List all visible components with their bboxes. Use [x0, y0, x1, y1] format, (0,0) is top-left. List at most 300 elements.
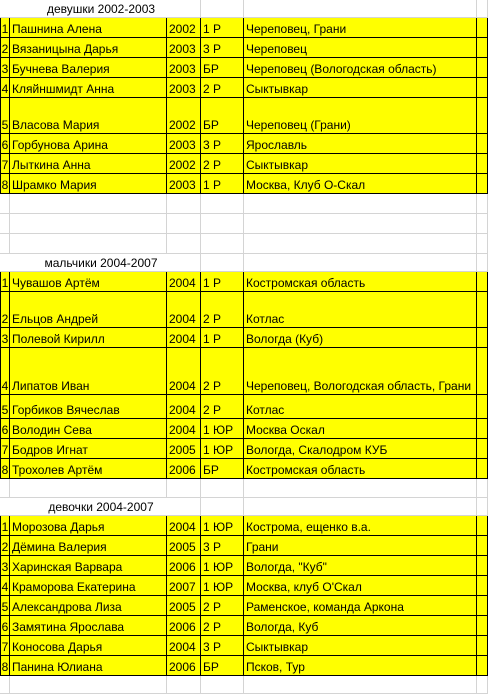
- club[interactable]: [244, 292, 477, 328]
- birth-year[interactable]: [167, 328, 201, 348]
- birth-year[interactable]: [167, 154, 201, 174]
- empty-row: [0, 214, 488, 234]
- rank-text: 3 Р: [203, 640, 222, 654]
- athlete-name-text: Вязаницына Дарья: [12, 42, 119, 56]
- club[interactable]: [244, 18, 477, 38]
- birth-year[interactable]: [167, 395, 201, 419]
- club[interactable]: [244, 328, 477, 348]
- athlete-name[interactable]: [10, 174, 167, 194]
- table-row: [0, 348, 488, 395]
- row-number-text: 7: [1, 640, 9, 654]
- athlete-name[interactable]: [10, 439, 167, 459]
- row-number[interactable]: [0, 636, 10, 656]
- row-number[interactable]: [0, 78, 10, 98]
- row-number[interactable]: [0, 98, 10, 134]
- empty-cell[interactable]: [477, 214, 488, 234]
- empty-cell[interactable]: [477, 154, 488, 174]
- club[interactable]: [244, 439, 477, 459]
- row-number-text: 3: [1, 332, 9, 346]
- row-number[interactable]: [0, 272, 10, 292]
- section-title-row: [0, 0, 488, 18]
- section-title-row: [0, 254, 488, 272]
- empty-cell[interactable]: [0, 214, 10, 234]
- birth-year-text: 2006: [169, 463, 196, 477]
- empty-cell[interactable]: [477, 134, 488, 154]
- rank[interactable]: [201, 636, 244, 656]
- club-text: Вологда (Куб): [246, 332, 324, 346]
- row-number[interactable]: [0, 38, 10, 58]
- club[interactable]: [244, 576, 477, 596]
- rank[interactable]: [201, 272, 244, 292]
- empty-cell[interactable]: [244, 0, 477, 18]
- empty-cell[interactable]: [201, 0, 244, 18]
- empty-cell[interactable]: [477, 58, 488, 78]
- empty-cell[interactable]: [477, 676, 488, 694]
- athlete-name[interactable]: [10, 596, 167, 616]
- birth-year-text: 2003: [169, 82, 196, 96]
- empty-cell[interactable]: [244, 479, 477, 498]
- empty-cell[interactable]: [244, 676, 477, 694]
- row-number[interactable]: [0, 656, 10, 676]
- row-number-text: 1: [1, 520, 9, 534]
- club[interactable]: [244, 58, 477, 78]
- rank-text: 1 ЮР: [203, 520, 234, 534]
- athlete-name[interactable]: [10, 556, 167, 576]
- rank-text: 1 ЮР: [203, 580, 234, 594]
- empty-cell[interactable]: [477, 576, 488, 596]
- row-number-text: 1: [1, 22, 9, 36]
- row-number[interactable]: [0, 576, 10, 596]
- rank[interactable]: [201, 656, 244, 676]
- row-number-text: 8: [1, 463, 9, 477]
- row-number-text: 4: [1, 580, 9, 594]
- rank[interactable]: [201, 596, 244, 616]
- empty-cell[interactable]: [201, 234, 244, 254]
- rank[interactable]: [201, 58, 244, 78]
- row-number[interactable]: [0, 459, 10, 479]
- birth-year-text: 2004: [169, 423, 196, 437]
- club-text: Костромская область: [246, 463, 366, 477]
- empty-cell[interactable]: [10, 234, 167, 254]
- birth-year[interactable]: [167, 419, 201, 439]
- empty-cell[interactable]: [477, 556, 488, 576]
- empty-cell[interactable]: [10, 676, 167, 694]
- row-number-text: 3: [1, 560, 9, 574]
- athlete-name[interactable]: [10, 134, 167, 154]
- table-row: [0, 419, 488, 439]
- club[interactable]: [244, 596, 477, 616]
- birth-year[interactable]: [167, 18, 201, 38]
- birth-year[interactable]: [167, 272, 201, 292]
- club[interactable]: [244, 38, 477, 58]
- rank[interactable]: [201, 328, 244, 348]
- birth-year[interactable]: [167, 38, 201, 58]
- empty-cell[interactable]: [477, 194, 488, 214]
- row-number[interactable]: [0, 18, 10, 38]
- empty-cell[interactable]: [477, 395, 488, 419]
- rank-text: 1 Р: [203, 178, 222, 192]
- birth-year-text: 2006: [169, 660, 196, 674]
- row-number[interactable]: [0, 596, 10, 616]
- empty-cell[interactable]: [477, 516, 488, 536]
- section-title[interactable]: [0, 254, 201, 272]
- birth-year-text: 2005: [169, 600, 196, 614]
- rank-text: 2 Р: [203, 403, 222, 417]
- rank[interactable]: [201, 439, 244, 459]
- athlete-name-text: Володин Сева: [12, 423, 92, 437]
- club-text: Москва, Клуб О-Скал: [246, 178, 366, 192]
- empty-cell[interactable]: [477, 459, 488, 479]
- empty-cell[interactable]: [244, 214, 477, 234]
- empty-cell[interactable]: [244, 498, 477, 516]
- row-number[interactable]: [0, 58, 10, 78]
- athlete-name-text: Бучнева Валерия: [12, 62, 110, 76]
- empty-cell[interactable]: [10, 194, 167, 214]
- birth-year[interactable]: [167, 536, 201, 556]
- athlete-name[interactable]: [10, 78, 167, 98]
- rank[interactable]: [201, 576, 244, 596]
- empty-cell[interactable]: [477, 636, 488, 656]
- rank[interactable]: [201, 134, 244, 154]
- athlete-name-text: Бодров Игнат: [12, 443, 88, 457]
- rank[interactable]: [201, 536, 244, 556]
- section-title-row: [0, 498, 488, 516]
- row-number-text: 2: [1, 540, 9, 554]
- athlete-name-text: Липатов Иван: [12, 379, 90, 393]
- athlete-name-text: Дёмина Валерия: [12, 540, 107, 554]
- empty-cell[interactable]: [477, 616, 488, 636]
- table-row: [0, 58, 488, 78]
- row-number[interactable]: [0, 439, 10, 459]
- club[interactable]: [244, 174, 477, 194]
- empty-cell[interactable]: [477, 38, 488, 58]
- row-number[interactable]: [0, 292, 10, 328]
- rank[interactable]: [201, 348, 244, 395]
- club[interactable]: [244, 516, 477, 536]
- club[interactable]: [244, 636, 477, 656]
- empty-cell[interactable]: [201, 214, 244, 234]
- row-number-text: 1: [1, 276, 9, 290]
- row-number-text: 8: [1, 178, 9, 192]
- empty-cell[interactable]: [0, 676, 10, 694]
- athlete-name-text: Шрамко Мария: [12, 178, 97, 192]
- club-text: Череповец (Грани): [246, 118, 351, 132]
- club[interactable]: [244, 348, 477, 395]
- row-number[interactable]: [0, 556, 10, 576]
- birth-year-text: 2002: [169, 158, 196, 172]
- athlete-name[interactable]: [10, 656, 167, 676]
- birth-year-text: 2006: [169, 620, 196, 634]
- athlete-name-text: Горбиков Вячеслав: [12, 403, 120, 417]
- club[interactable]: [244, 656, 477, 676]
- club[interactable]: [244, 272, 477, 292]
- athlete-name[interactable]: [10, 154, 167, 174]
- row-number-text: 4: [1, 82, 9, 96]
- empty-cell[interactable]: [167, 194, 201, 214]
- rank-text: 2 Р: [203, 379, 222, 393]
- rank[interactable]: [201, 556, 244, 576]
- empty-cell[interactable]: [201, 676, 244, 694]
- empty-cell[interactable]: [477, 328, 488, 348]
- birth-year-text: 2003: [169, 42, 196, 56]
- birth-year[interactable]: [167, 656, 201, 676]
- table-row: [0, 18, 488, 38]
- club-text: Раменское, команда Аркона: [246, 600, 404, 614]
- club[interactable]: [244, 536, 477, 556]
- birth-year[interactable]: [167, 636, 201, 656]
- empty-row: [0, 676, 488, 694]
- athlete-name[interactable]: [10, 38, 167, 58]
- birth-year[interactable]: [167, 292, 201, 328]
- empty-cell[interactable]: [0, 194, 10, 214]
- table-row: [0, 596, 488, 616]
- table-row: [0, 78, 488, 98]
- empty-cell[interactable]: [244, 234, 477, 254]
- table-row: [0, 174, 488, 194]
- athlete-name-text: Коносова Дарья: [12, 640, 103, 654]
- rank-text: 1 ЮР: [203, 560, 234, 574]
- birth-year-text: 2005: [169, 443, 196, 457]
- birth-year[interactable]: [167, 576, 201, 596]
- empty-cell[interactable]: [477, 536, 488, 556]
- empty-cell[interactable]: [477, 0, 488, 18]
- club-text: Сыктывкар: [246, 82, 309, 96]
- section-title-text: мальчики 2004-2007: [44, 256, 158, 270]
- athlete-name[interactable]: [10, 328, 167, 348]
- row-number[interactable]: [0, 616, 10, 636]
- row-number[interactable]: [0, 174, 10, 194]
- athlete-name-text: Кляйншмидт Анна: [12, 82, 115, 96]
- empty-cell[interactable]: [244, 254, 477, 272]
- row-number[interactable]: [0, 536, 10, 556]
- row-number-text: 7: [1, 158, 9, 172]
- birth-year-text: 2003: [169, 178, 196, 192]
- empty-cell[interactable]: [167, 676, 201, 694]
- athlete-name[interactable]: [10, 272, 167, 292]
- club[interactable]: [244, 616, 477, 636]
- rank[interactable]: [201, 292, 244, 328]
- table-row: [0, 616, 488, 636]
- rank-text: БР: [203, 463, 219, 477]
- birth-year-text: 2004: [169, 640, 196, 654]
- birth-year-text: 2006: [169, 560, 196, 574]
- athlete-name-text: Пашнина Алена: [12, 22, 102, 36]
- empty-cell[interactable]: [0, 479, 10, 498]
- empty-cell[interactable]: [167, 479, 201, 498]
- row-number-text: 2: [1, 42, 9, 56]
- club[interactable]: [244, 134, 477, 154]
- rank-text: 2 Р: [203, 600, 222, 614]
- empty-cell[interactable]: [477, 18, 488, 38]
- empty-cell[interactable]: [201, 479, 244, 498]
- athlete-name[interactable]: [10, 98, 167, 134]
- athlete-name-text: Ельцов Андрей: [12, 312, 99, 326]
- athlete-name-text: Чувашов Артём: [12, 276, 100, 290]
- section-title-text: девушки 2002-2003: [46, 2, 156, 16]
- section-title[interactable]: [0, 498, 201, 516]
- athlete-name-text: Трохолев Артём: [12, 463, 103, 477]
- row-number[interactable]: [0, 134, 10, 154]
- birth-year-text: 2004: [169, 312, 196, 326]
- club[interactable]: [244, 419, 477, 439]
- athlete-name[interactable]: [10, 395, 167, 419]
- club-text: Вологда, "Куб": [246, 560, 327, 574]
- rank-text: 1 Р: [203, 22, 222, 36]
- row-number[interactable]: [0, 348, 10, 395]
- club-text: Москва Оскал: [246, 423, 325, 437]
- club-text: Сыктывкар: [246, 640, 309, 654]
- section-title[interactable]: [0, 0, 201, 18]
- row-number-text: 6: [1, 423, 9, 437]
- section-title-text: девочки 2004-2007: [48, 500, 154, 514]
- birth-year-text: 2005: [169, 540, 196, 554]
- empty-cell[interactable]: [477, 78, 488, 98]
- row-number-text: 5: [1, 600, 9, 614]
- athlete-name[interactable]: [10, 58, 167, 78]
- table-row: [0, 576, 488, 596]
- club[interactable]: [244, 395, 477, 419]
- rank-text: 2 Р: [203, 620, 222, 634]
- athlete-name[interactable]: [10, 292, 167, 328]
- birth-year[interactable]: [167, 58, 201, 78]
- empty-cell[interactable]: [201, 254, 244, 272]
- athlete-name[interactable]: [10, 459, 167, 479]
- athlete-name-text: Полевой Кирилл: [12, 332, 105, 346]
- table-row: [0, 636, 488, 656]
- empty-cell[interactable]: [477, 419, 488, 439]
- club[interactable]: [244, 78, 477, 98]
- birth-year[interactable]: [167, 596, 201, 616]
- birth-year[interactable]: [167, 134, 201, 154]
- club-text: Череповец, Грани: [246, 22, 347, 36]
- birth-year[interactable]: [167, 616, 201, 636]
- row-number-text: 5: [1, 118, 9, 132]
- empty-cell[interactable]: [477, 174, 488, 194]
- birth-year[interactable]: [167, 516, 201, 536]
- empty-cell[interactable]: [477, 439, 488, 459]
- club-text: Вологда, Куб: [246, 620, 319, 634]
- table-row: [0, 536, 488, 556]
- birth-year[interactable]: [167, 348, 201, 395]
- club[interactable]: [244, 154, 477, 174]
- birth-year[interactable]: [167, 459, 201, 479]
- club-text: Костромская область: [246, 276, 366, 290]
- rank[interactable]: [201, 38, 244, 58]
- rank-text: 1 ЮР: [203, 423, 234, 437]
- club-text: Ярославль: [246, 138, 308, 152]
- table-row: [0, 154, 488, 174]
- rank[interactable]: [201, 18, 244, 38]
- birth-year-text: 2002: [169, 118, 196, 132]
- rank-text: 1 Р: [203, 332, 222, 346]
- empty-cell[interactable]: [477, 234, 488, 254]
- empty-cell[interactable]: [477, 479, 488, 498]
- empty-cell[interactable]: [201, 498, 244, 516]
- rank[interactable]: [201, 419, 244, 439]
- club[interactable]: [244, 556, 477, 576]
- empty-cell[interactable]: [477, 596, 488, 616]
- birth-year[interactable]: [167, 556, 201, 576]
- birth-year-text: 2004: [169, 379, 196, 393]
- empty-cell[interactable]: [0, 234, 10, 254]
- table-row: [0, 98, 488, 134]
- club-text: Череповец (Вологодская область): [246, 62, 437, 76]
- birth-year-text: 2007: [169, 580, 196, 594]
- athlete-name[interactable]: [10, 348, 167, 395]
- empty-cell[interactable]: [477, 272, 488, 292]
- empty-cell[interactable]: [167, 214, 201, 234]
- athlete-name[interactable]: [10, 516, 167, 536]
- athlete-name[interactable]: [10, 576, 167, 596]
- empty-cell[interactable]: [10, 214, 167, 234]
- rank-text: БР: [203, 660, 219, 674]
- empty-cell[interactable]: [477, 348, 488, 395]
- empty-cell[interactable]: [244, 194, 477, 214]
- athlete-name[interactable]: [10, 18, 167, 38]
- rank[interactable]: [201, 78, 244, 98]
- rank[interactable]: [201, 459, 244, 479]
- athlete-name[interactable]: [10, 636, 167, 656]
- row-number[interactable]: [0, 516, 10, 536]
- empty-row: [0, 234, 488, 254]
- rank[interactable]: [201, 516, 244, 536]
- empty-cell[interactable]: [167, 234, 201, 254]
- athlete-name[interactable]: [10, 419, 167, 439]
- empty-cell[interactable]: [477, 98, 488, 134]
- empty-cell[interactable]: [477, 292, 488, 328]
- club-text: Грани: [246, 540, 279, 554]
- rank[interactable]: [201, 174, 244, 194]
- rank-text: БР: [203, 118, 219, 132]
- club[interactable]: [244, 459, 477, 479]
- rank-text: 2 Р: [203, 312, 222, 326]
- rank[interactable]: [201, 154, 244, 174]
- athlete-name-text: Александрова Лиза: [12, 600, 122, 614]
- birth-year[interactable]: [167, 78, 201, 98]
- birth-year[interactable]: [167, 174, 201, 194]
- athlete-name-text: Власова Мария: [12, 118, 100, 132]
- rank[interactable]: [201, 616, 244, 636]
- club[interactable]: [244, 98, 477, 134]
- birth-year-text: 2004: [169, 520, 196, 534]
- empty-cell[interactable]: [477, 498, 488, 516]
- club-text: Череповец, Вологодская область, Грани: [246, 379, 472, 393]
- club-text: Котлас: [246, 403, 285, 417]
- row-number[interactable]: [0, 328, 10, 348]
- table-row: [0, 516, 488, 536]
- birth-year-text: 2003: [169, 62, 196, 76]
- empty-cell[interactable]: [10, 479, 167, 498]
- athlete-name[interactable]: [10, 616, 167, 636]
- club-text: Череповец: [246, 42, 307, 56]
- rank-text: 2 Р: [203, 82, 222, 96]
- birth-year-text: 2004: [169, 332, 196, 346]
- row-number[interactable]: [0, 419, 10, 439]
- athlete-name-text: Морозова Дарья: [12, 520, 105, 534]
- rank[interactable]: [201, 395, 244, 419]
- empty-cell[interactable]: [201, 194, 244, 214]
- birth-year[interactable]: [167, 98, 201, 134]
- empty-row: [0, 194, 488, 214]
- row-number[interactable]: [0, 395, 10, 419]
- empty-cell[interactable]: [477, 254, 488, 272]
- athlete-name-text: Панина Юлиана: [12, 660, 103, 674]
- athlete-name[interactable]: [10, 536, 167, 556]
- empty-cell[interactable]: [477, 656, 488, 676]
- rank[interactable]: [201, 98, 244, 134]
- row-number[interactable]: [0, 154, 10, 174]
- birth-year[interactable]: [167, 439, 201, 459]
